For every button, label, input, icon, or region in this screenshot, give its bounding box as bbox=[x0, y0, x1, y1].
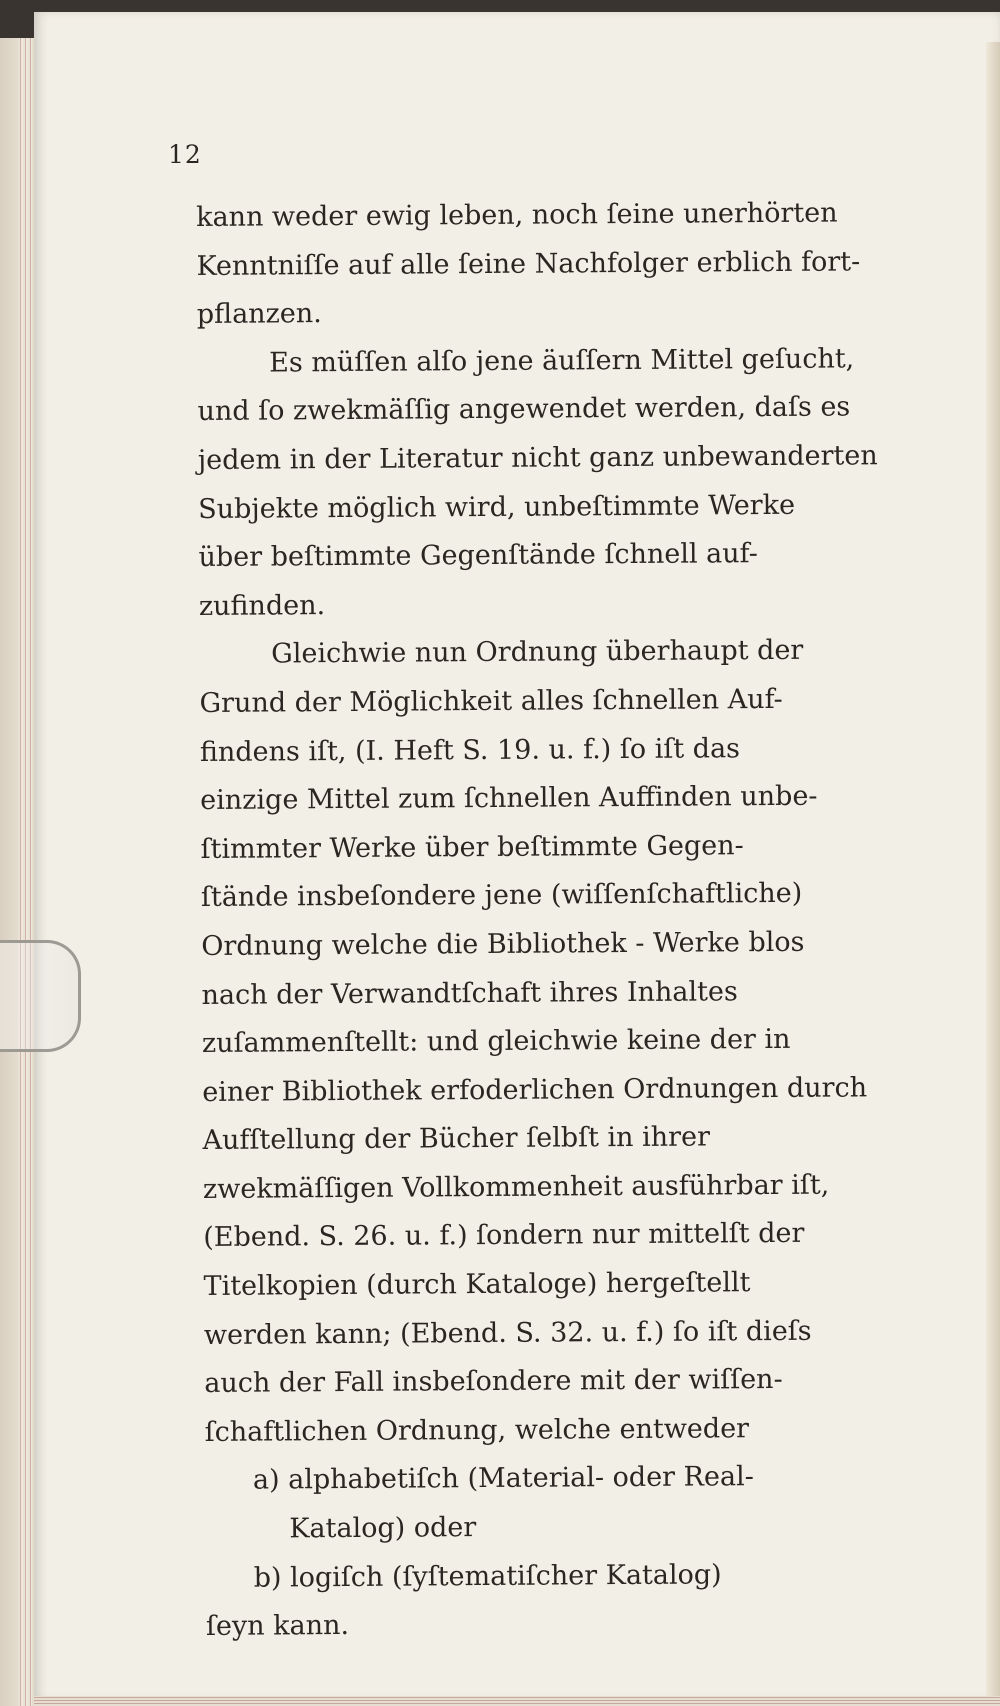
text-line: Ordnung welche die Bibliothek - Werke blos bbox=[201, 926, 805, 962]
paper-clip bbox=[0, 940, 81, 1052]
text-line: Gleichwie nun Ordnung überhaupt der bbox=[271, 635, 804, 670]
text-line: einzige Mittel zum ſchnellen Auffinden unbe- bbox=[200, 780, 818, 817]
text-line: ſtimmter Werke über beſtimmte Gegen- bbox=[200, 829, 744, 865]
text-line: jedem in der Literatur nicht ganz unbewanderten bbox=[197, 440, 878, 476]
text-line: findens iſt, (I. Heft S. 19. u. f.) ſo iſt das bbox=[199, 732, 741, 768]
text-line: pflanzen. bbox=[196, 298, 322, 331]
text-line: Aufſtellung der Bücher ſelbſt in ihrer bbox=[202, 1121, 711, 1157]
page-edges bbox=[18, 38, 32, 1706]
text-line: werden kann; (Ebend. S. 32. u. f.) ſo iſt dieſs bbox=[203, 1315, 812, 1351]
text-line: Grund der Möglichkeit alles ſchnellen Auf- bbox=[199, 683, 783, 719]
text-line: zufinden. bbox=[198, 589, 326, 622]
text-line: b) logiſch (ſyſtematiſcher Katalog) bbox=[253, 1558, 722, 1594]
text-line: kann weder ewig leben, noch ſeine unerhörten bbox=[196, 197, 838, 233]
text-line: Es müſſen alſo jene äuſſern Mittel geſucht, bbox=[269, 343, 855, 379]
text-line: zwekmäſſigen Vollkommenheit ausführbar iſt, bbox=[202, 1169, 830, 1205]
text-line: ſchaftlichen Ordnung, welche entweder bbox=[204, 1413, 750, 1448]
text-line: Titelkopien (durch Kataloge) hergeſtellt bbox=[203, 1267, 751, 1303]
text-line: ſtände insbeſondere jene (wiſſenſchaftliche) bbox=[200, 878, 803, 914]
text-line: und ſo zwekmäſſig angewendet werden, daſs es bbox=[197, 391, 851, 428]
page-number: 12 bbox=[168, 140, 202, 169]
text-line: a) alphabetiſch (Material- oder Real- bbox=[252, 1461, 754, 1497]
body-text bbox=[196, 189, 896, 1652]
text-line: einer Bibliothek erfoderlichen Ordnungen durch bbox=[202, 1072, 868, 1108]
text-line: Subjekte möglich wird, unbeſtimmte Werke bbox=[198, 489, 796, 525]
text-line: ſeyn kann. bbox=[205, 1610, 350, 1643]
text-line: zuſammenſtellt: und gleichwie keine der in bbox=[201, 1023, 791, 1060]
text-line: Kenntniſſe auf alle ſeine Nachfolger erblich fort- bbox=[196, 245, 861, 282]
text-line: auch der Fall insbeſondere mit der wiſſen- bbox=[204, 1364, 783, 1400]
text-line: Katalog) oder bbox=[289, 1512, 477, 1545]
page-right-edge bbox=[986, 42, 1000, 1706]
text-line: nach der Verwandtſchaft ihres Inhaltes bbox=[201, 975, 738, 1011]
text-line: über beſtimmte Gegenſtände ſchnell auf- bbox=[198, 538, 758, 574]
text-line: (Ebend. S. 26. u. f.) ſondern nur mittelſt der bbox=[203, 1218, 805, 1254]
page-bottom-edge bbox=[34, 1696, 1000, 1706]
